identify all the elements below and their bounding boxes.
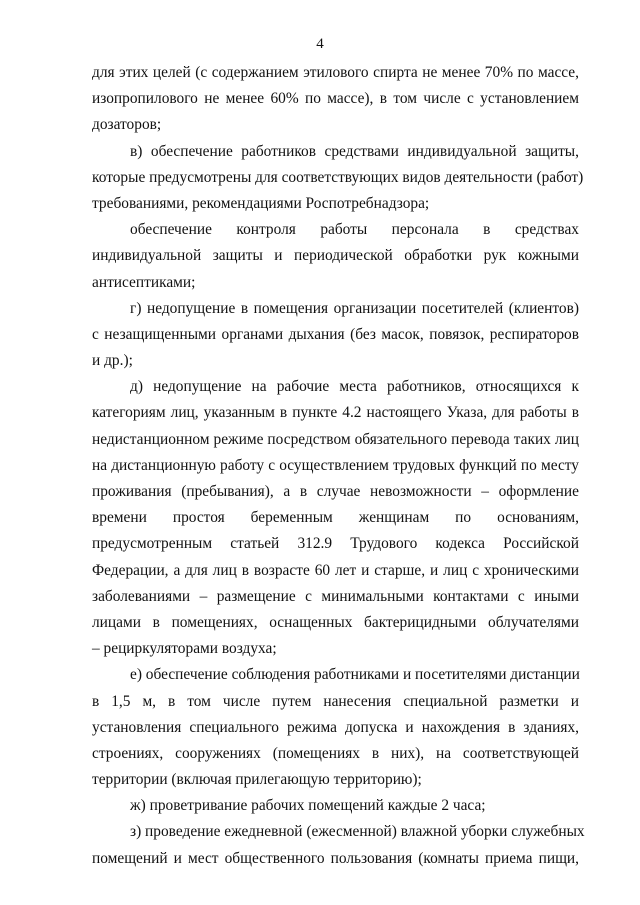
page-number: 4 <box>316 36 324 52</box>
text-line: лицами в помещениях, оснащенных бактерицидными облучателями <box>92 613 579 631</box>
text-line: Федерации, а для лиц в возрасте 60 лет и старше, и лиц с хроническими <box>92 561 579 579</box>
text-line: которые предусмотрены для соответствующих видов деятельности (работ) <box>92 168 584 186</box>
text-line: – рециркуляторами воздуха; <box>92 640 277 658</box>
text-line: в) обеспечение работников средствами индивидуальной защиты, <box>130 142 579 160</box>
text-line: требованиями, рекомендациями Роспотребнадзора; <box>92 194 430 212</box>
text-line: индивидуальной защиты и периодической обработки рук кожными <box>92 247 579 265</box>
document-body <box>92 60 585 872</box>
text-line: заболеваниями – размещение с минимальными контактами с иными <box>92 587 579 605</box>
text-line: времени простоя беременным женщинам по основаниям, <box>92 509 579 527</box>
text-line: з) проведение ежедневной (ежесменной) влажной уборки служебных <box>130 823 585 841</box>
text-line: ж) проветривание рабочих помещений каждые 2 часа; <box>130 797 486 815</box>
text-line: антисептиками; <box>92 273 196 291</box>
text-line: на дистанционную работу с осуществлением трудовых функций по месту <box>92 456 579 474</box>
text-line: изопропилового не менее 60% по массе), в том числе с установлением <box>92 90 579 108</box>
text-line: и др.); <box>92 352 133 370</box>
text-line: строениях, сооружениях (помещениях в них), на соответствующей <box>92 744 579 762</box>
text-line: проживания (пребывания), а в случае невозможности – оформление <box>92 483 579 500</box>
text-line: с незащищенными органами дыхания (без масок, повязок, респираторов <box>92 325 579 343</box>
text-line: дозаторов; <box>92 116 162 134</box>
text-line: е) обеспечение соблюдения работниками и посетителями дистанции <box>130 666 580 684</box>
text-line: категориям лиц, указанным в пункте 4.2 настоящего Указа, для работы в <box>92 404 579 422</box>
text-line: в 1,5 м, в том числе путем нанесения специальной разметки и <box>92 692 579 710</box>
text-line: г) недопущение в помещения организации посетителей (клиентов) <box>130 299 579 317</box>
text-line: недистанционном режиме посредством обязательного перевода таких лиц <box>92 430 579 448</box>
text-line: помещений и мест общественного пользования (комнаты приема пищи, <box>92 849 579 867</box>
text-line: территории (включая прилегающую территорию); <box>92 771 422 789</box>
text-line: д) недопущение на рабочие места работников, относящихся к <box>130 378 579 396</box>
text-line: предусмотренным статьей 312.9 Трудового кодекса Российской <box>92 535 579 553</box>
text-line: для этих целей (с содержанием этилового спирта не менее 70% по массе, <box>92 64 579 81</box>
text-line: обеспечение контроля работы персонала в средствах <box>130 221 579 239</box>
text-line: установления специального режима допуска и нахождения в зданиях, <box>92 718 579 736</box>
